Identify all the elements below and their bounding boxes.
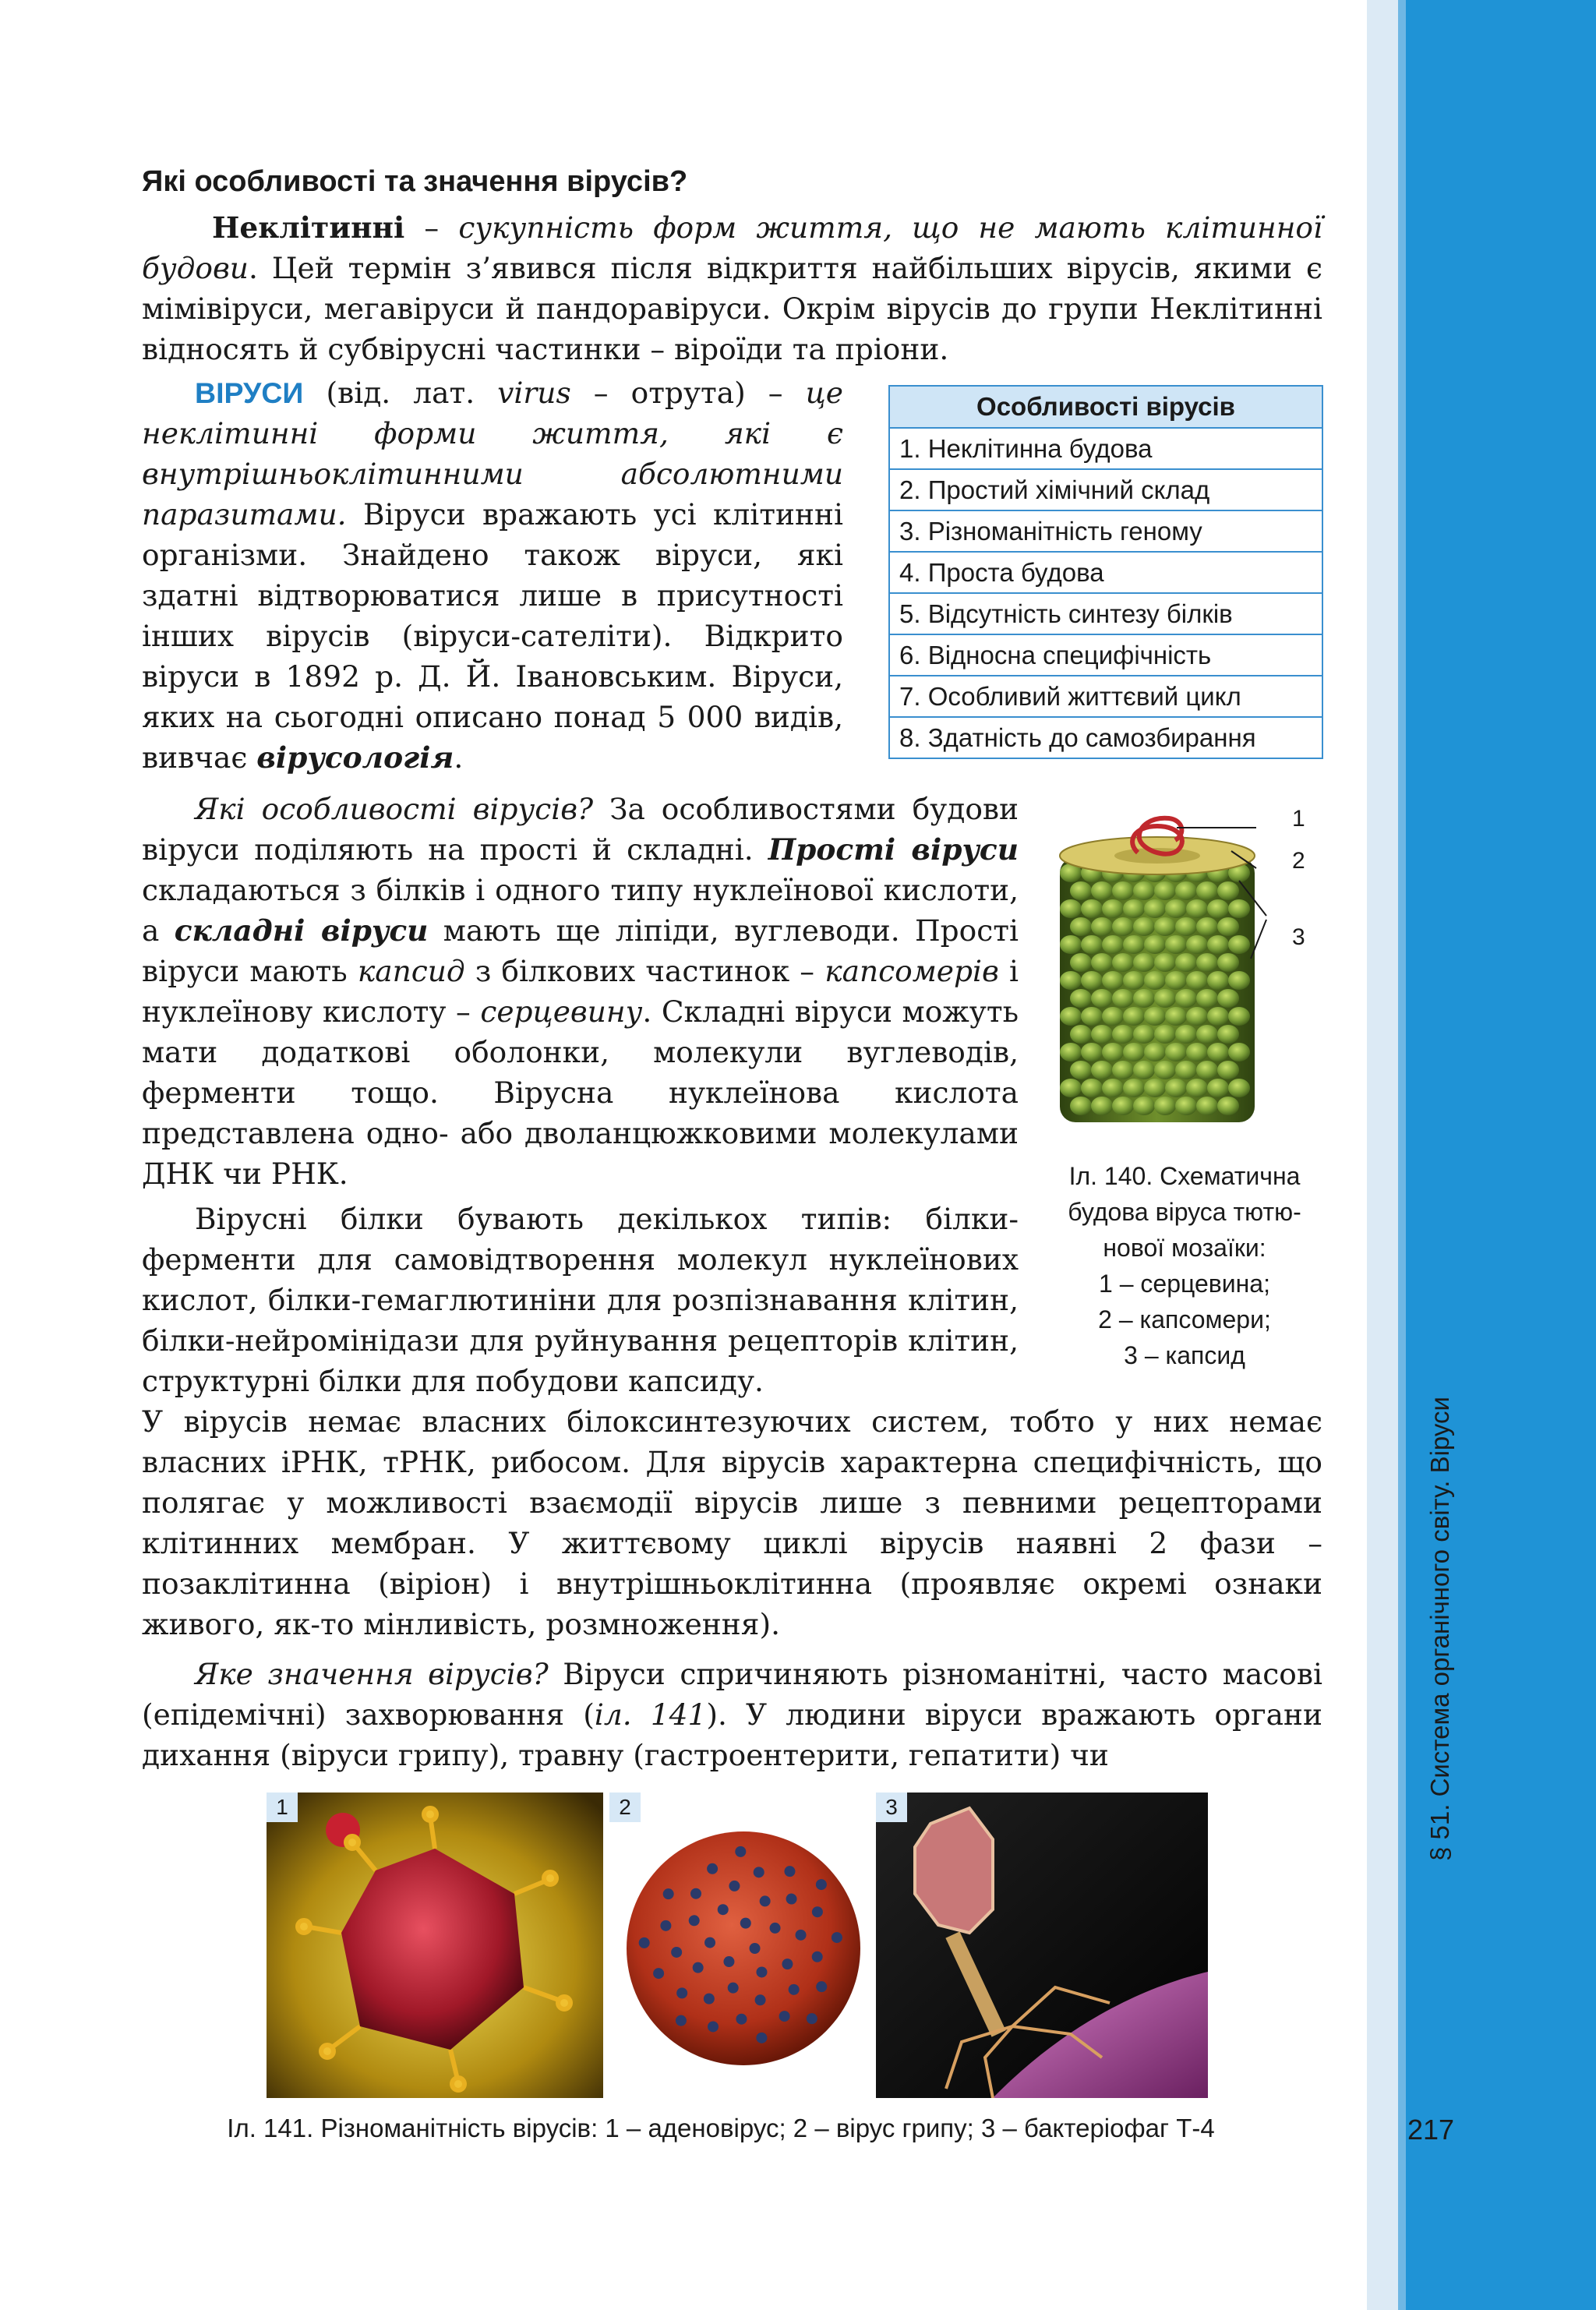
- table-row: 3. Різноманітність геному: [889, 510, 1322, 552]
- paragraph-virus-proteins: Вірусні білки бувають декількох типів: білки-ферменти для самовідтворення молекул нуклеїнових кислот, білки-гемаглютиніни для розпізнавання клітин, білки-нейромінідази для руйнування рецепторів клітин, структурні білки для побудови капсиду.: [142, 1202, 1019, 1398]
- table-row: 5. Відсутність синтезу білків: [889, 593, 1322, 634]
- table-row: 4. Проста будова: [889, 552, 1322, 593]
- paragraph-viruses-definition: ВІРУСИ (від. лат. virus – отрута) – це неклітинні форми життя, які є внутрішньоклітинними абсолютними паразитами. Віруси вражають усі клітинні організми. Знайдено також віруси, які здатні відтворюватися лише в присутності інших вірусів (віруси-сателіти). Відкрито віруси в 1892 р. Д. Й. Івановським. Віруси, яких на сьогодні описано понад 5 000 видів, вивчає вірусологія.: [142, 376, 843, 775]
- table-row: 7. Особливий життєвий цикл: [889, 676, 1322, 717]
- page-number: 217: [1407, 2114, 1455, 2146]
- table-row: 2. Простий хімічний склад: [889, 469, 1322, 510]
- callout-label-3: 3: [1292, 924, 1305, 950]
- table-header: Особливості вірусів: [889, 386, 1322, 428]
- photo-tag-1: 1: [267, 1793, 298, 1822]
- paragraph-virus-features: Які особливості вірусів? За особливостями будови віруси поділяють на прості й складні. Прості віруси складаються з білків і одного типу нуклеїнової кислоти, а складні віруси мають ще ліпіди, вуглеводи. Прості віруси мають капсид з білкових частинок – капсомерів і нуклеїнову кислоту – серцевину. Складні віруси можуть мати додаткові оболонки, молекули вуглеводів, ферменти тощо. Вірусна нуклеїнова кислота представлена одно- або дволанцюжковими молекулами ДНК чи РНК.: [142, 792, 1019, 1191]
- table-row: 8. Здатність до самозбирання: [889, 717, 1322, 758]
- photo-tag-3: 3: [876, 1793, 907, 1822]
- section-heading: Які особливості та значення вірусів?: [142, 165, 688, 198]
- influenza-virus-photo: [609, 1793, 867, 2098]
- chapter-side-label: § 51. Система органічного світу. Віруси: [1425, 1397, 1454, 1861]
- table-row: 1. Неклітинна будова: [889, 428, 1322, 469]
- bacteriophage-photo: [876, 1793, 1208, 2098]
- table-row: 6. Відносна специфічність: [889, 634, 1322, 676]
- side-color-bar: [1367, 0, 1596, 2310]
- figure141-caption: Іл. 141. Різноманітність вірусів: 1 – аденовірус; 2 – вірус грипу; 3 – бактеріофаг Т-4: [227, 2114, 1215, 2142]
- paragraph-virus-lifecycle: У вірусів немає власних білоксинтезуючих систем, тобто у них немає власних іРНК, тРНК, рибосом. Для вірусів характерна специфічність, що полягає у можливості взаємодії вірусів лише з певними рецепторами клітинних мембран. У життєвому циклі вірусів наявні 2 фази – позаклітинна (віріон) і внутрішньоклітинна (проявляє окремі ознаки живого, як-то мінливість, розмноження).: [142, 1404, 1322, 1641]
- adenovirus-photo: [267, 1793, 603, 2098]
- paragraph-noncellular: Неклітинні – сукупність форм життя, що не мають клітинної будови. Цей термін з’явився після відкриття найбільших вірусів, якими є мімівіруси, мегавіруси й пандоравіруси. Окрім вірусів до групи Неклітинні відносять й субвірусні частинки – віроїди та пріони.: [142, 210, 1323, 366]
- photo-tag-2: 2: [609, 1793, 641, 1822]
- tobacco-mosaic-virus-illustration: [1052, 795, 1317, 1138]
- callout-label-1: 1: [1292, 806, 1305, 832]
- virus-features-table: [888, 385, 1323, 759]
- callout-label-2: 2: [1292, 848, 1305, 874]
- paragraph-virus-significance: Яке значення вірусів? Віруси спричиняють різноманітні, часто масові (епідемічні) захворювання (іл. 141). У людини віруси вражають органи дихання (віруси грипу), травну (гастроентерити, гепатити) чи: [142, 1657, 1322, 1772]
- figure140-caption: Іл. 140. Схематична будова віруса тютю- нової мозаїки: 1 – серцевина; 2 – капсомери; 3 – капсид: [1068, 1162, 1301, 1369]
